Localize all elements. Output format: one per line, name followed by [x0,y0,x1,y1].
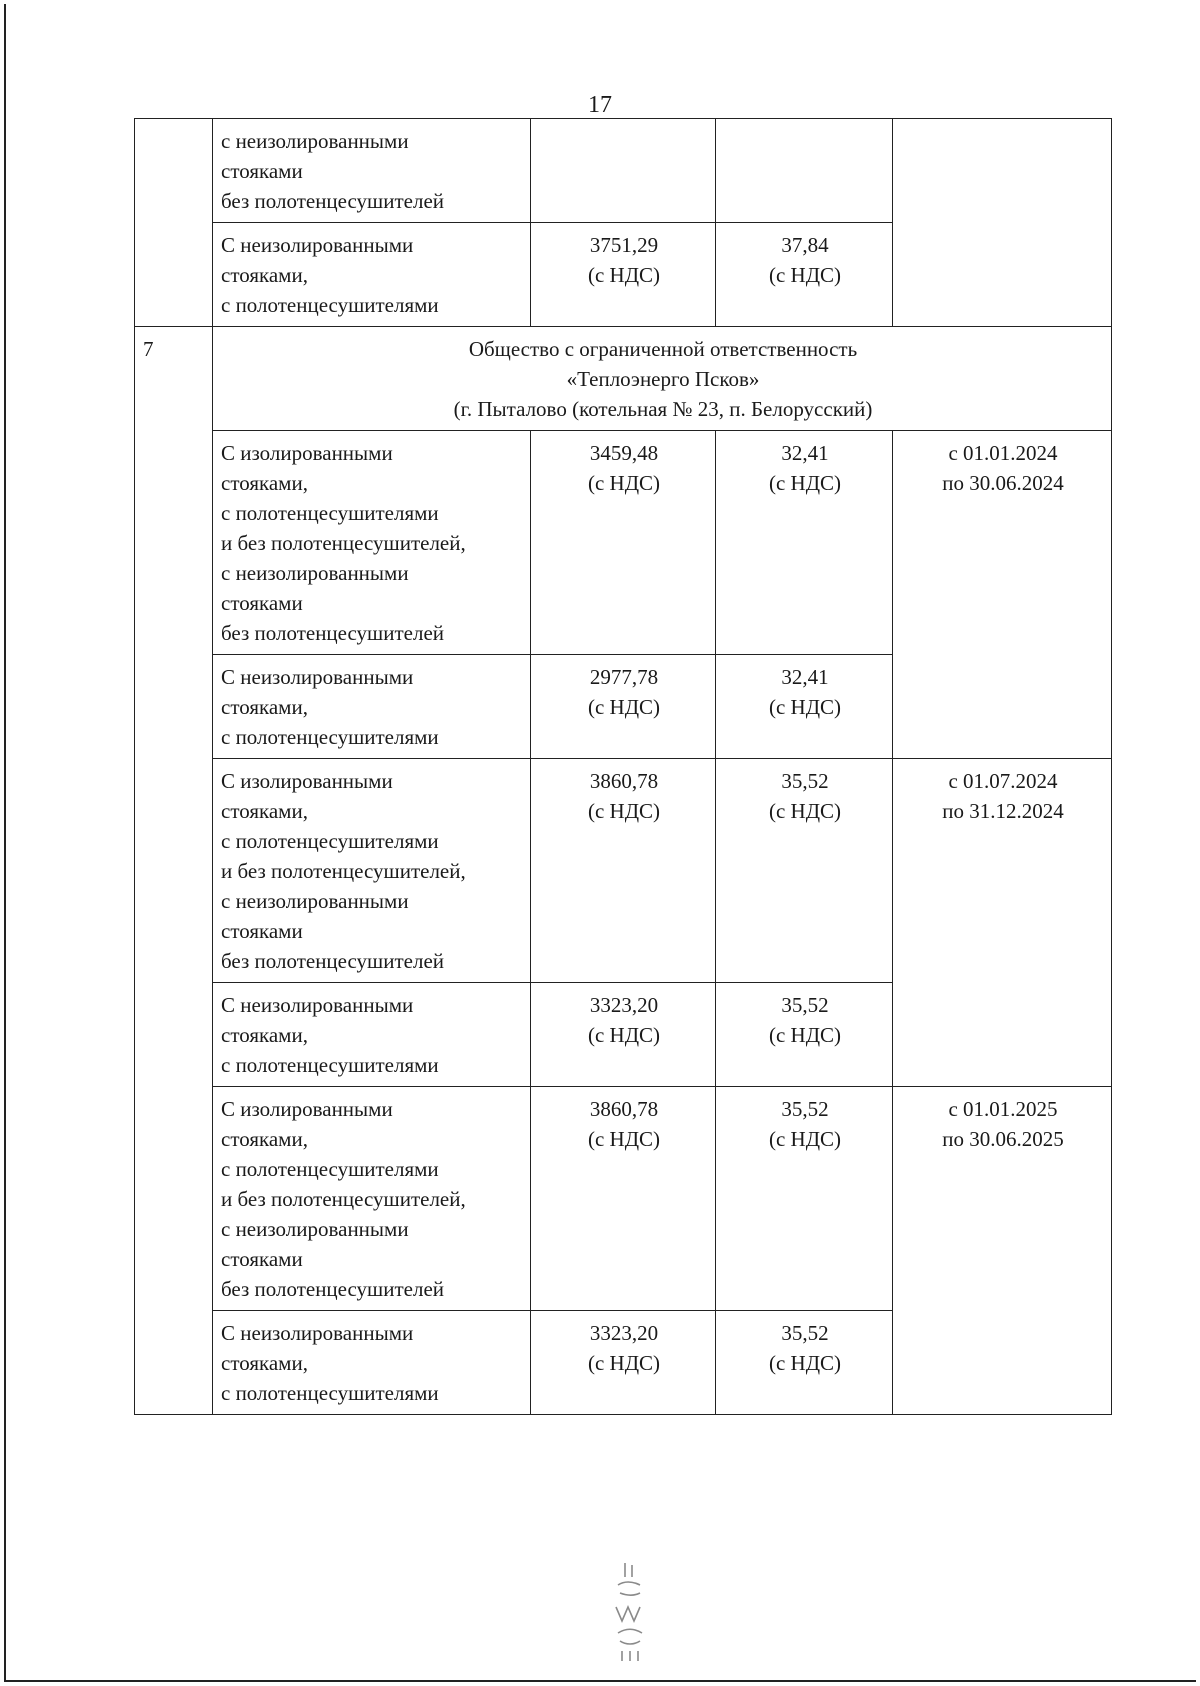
price-cell: 3860,78 (с НДС) [531,759,716,983]
price-cell: 3751,29 (с НДС) [531,223,716,327]
norm-cell: 35,52 (с НДС) [716,759,893,983]
price-cell: 3860,78 (с НДС) [531,1087,716,1311]
page-number: 17 [588,92,612,118]
category-cell: С неизолированными стояками, с полотенцесушителями [213,655,531,759]
category-cell: С изолированными стояками, с полотенцесушителями и без полотенцесушителей, с неизолированными стояками без полотенцесушителей [213,1087,531,1311]
price-cell: 3459,48 (с НДС) [531,431,716,655]
norm-cell: 32,41 (с НДС) [716,655,893,759]
norm-cell [716,119,893,223]
price-cell: 2977,78 (с НДС) [531,655,716,759]
category-cell: С неизолированными стояками, с полотенцесушителями [213,223,531,327]
norm-cell: 32,41 (с НДС) [716,431,893,655]
period-cell: с 01.07.2024 по 31.12.2024 [893,759,1112,1087]
category-cell: С изолированными стояками, с полотенцесушителями и без полотенцесушителей, с неизолированными стояками без полотенцесушителей [213,759,531,983]
period-cell: с 01.01.2025 по 30.06.2025 [893,1087,1112,1415]
category-cell: с неизолированными стояками без полотенцесушителей [213,119,531,223]
norm-cell: 35,52 (с НДС) [716,1311,893,1415]
norm-cell: 37,84 (с НДС) [716,223,893,327]
price-cell: 3323,20 (с НДС) [531,1311,716,1415]
binding-stamp-mark [600,1555,660,1673]
organization-cell: Общество с ограниченной ответственность «Теплоэнерго Псков» (г. Пыталово (котельная № 23, п. Белорусский) [213,327,1112,431]
category-cell: С изолированными стояками, с полотенцесушителями и без полотенцесушителей, с неизолированными стояками без полотенцесушителей [213,431,531,655]
stamp-smudge-icon [600,1555,660,1665]
period-cell [893,119,1112,327]
price-cell: 3323,20 (с НДС) [531,983,716,1087]
category-cell: С неизолированными стояками, с полотенцесушителями [213,1311,531,1415]
table-row [135,119,1112,223]
table-row [135,759,1112,983]
row-number-cell [135,119,213,327]
norm-cell: 35,52 (с НДС) [716,1087,893,1311]
table-row [135,1087,1112,1311]
tariff-table [134,118,1112,1415]
table-row [135,431,1112,655]
norm-cell: 35,52 (с НДС) [716,983,893,1087]
period-cell: с 01.01.2024 по 30.06.2024 [893,431,1112,759]
section-header-row [135,327,1112,431]
category-cell: С неизолированными стояками, с полотенцесушителями [213,983,531,1087]
price-cell [531,119,716,223]
section-number: 7 [135,327,213,1415]
